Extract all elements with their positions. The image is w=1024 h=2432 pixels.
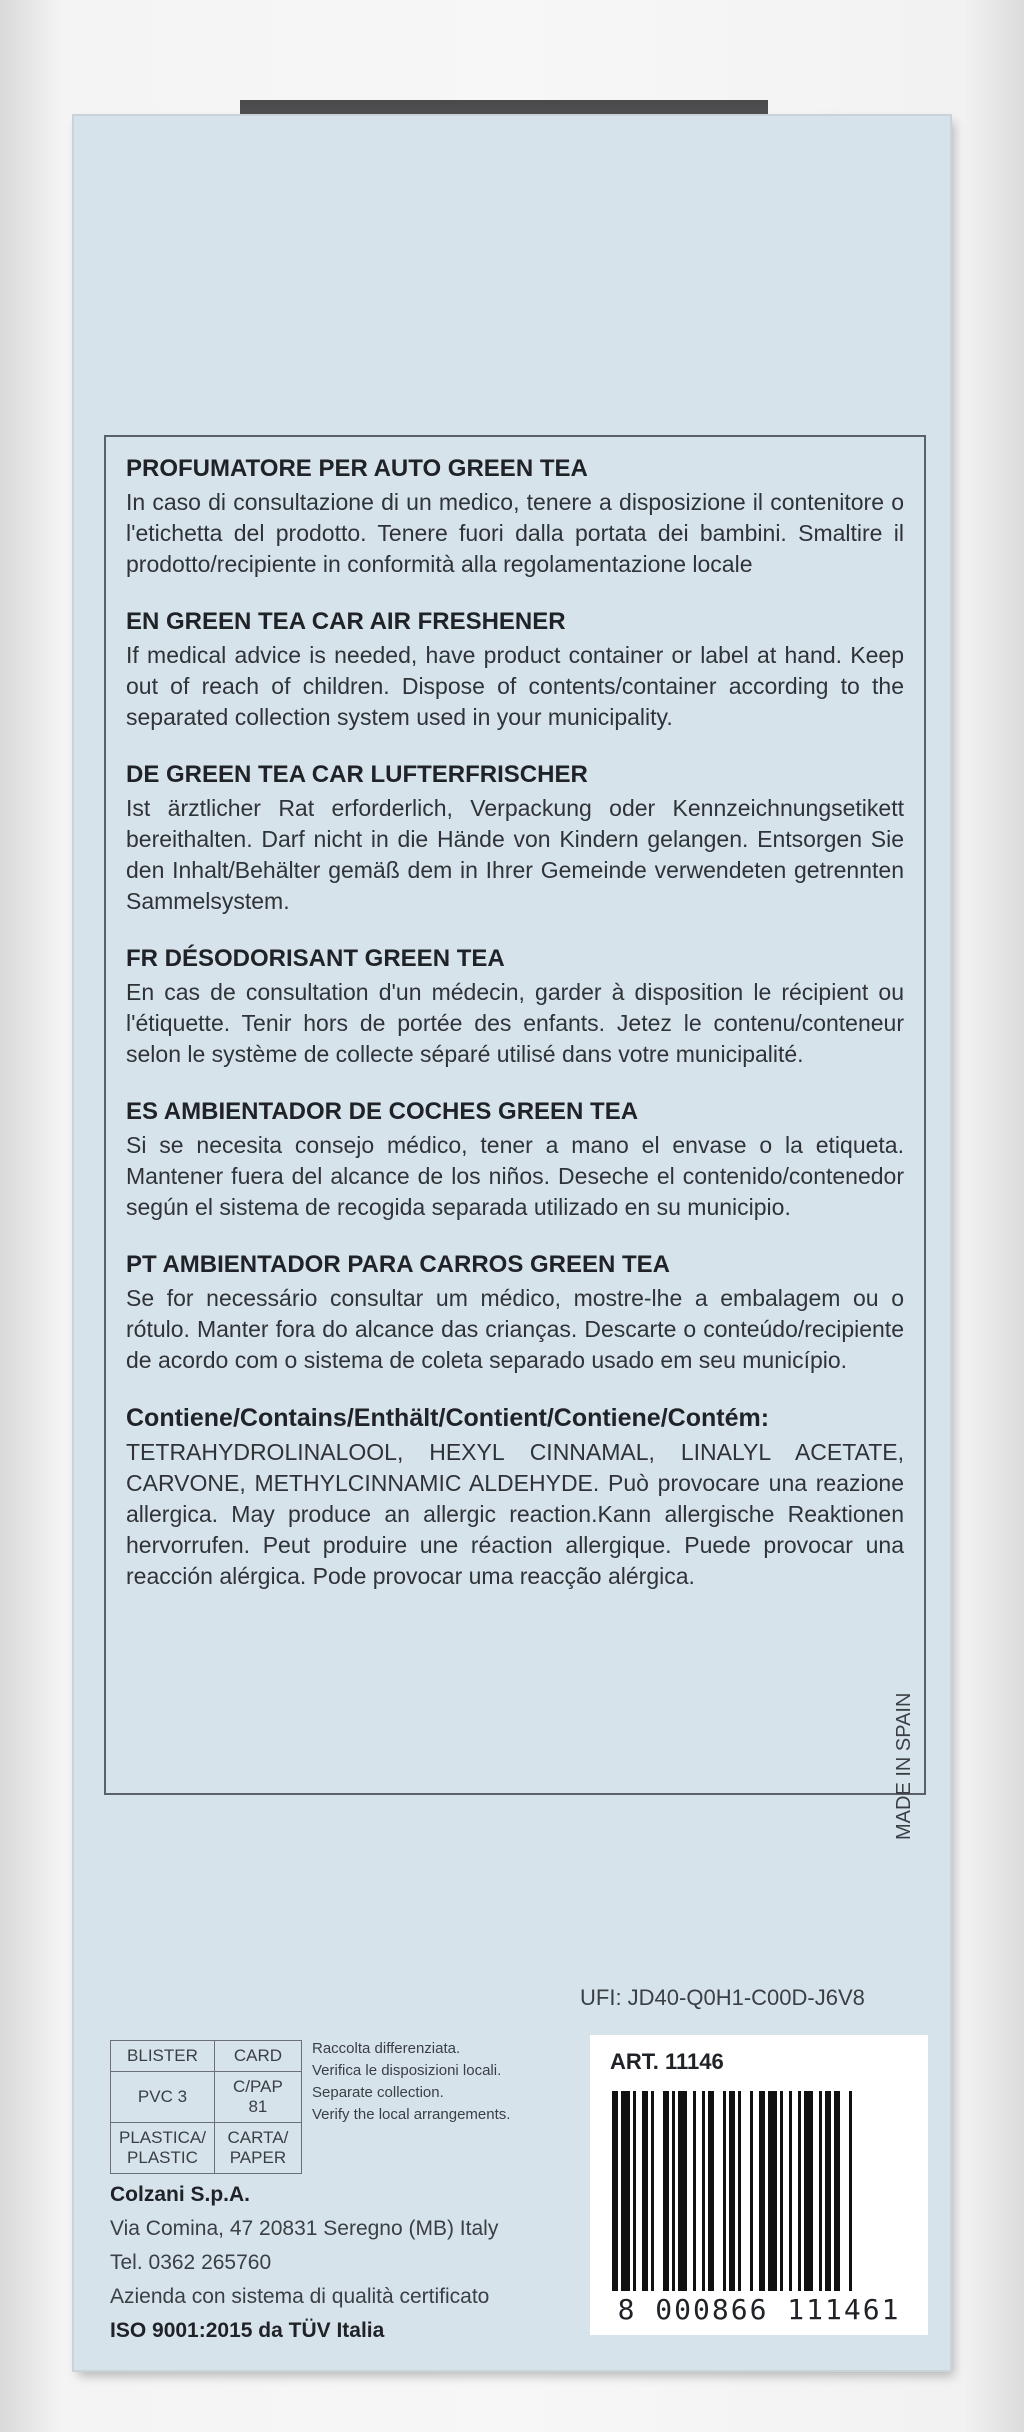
recycle-cell: CARTA/ PAPER bbox=[214, 2123, 301, 2174]
barcode-bar bbox=[708, 2091, 714, 2291]
barcode-bar bbox=[633, 2091, 636, 2291]
barcode-bar bbox=[768, 2091, 777, 2291]
recycle-cell: CARD bbox=[214, 2041, 301, 2072]
company-block bbox=[110, 2178, 498, 2348]
barcode-bar bbox=[723, 2091, 726, 2291]
section-text: Se for necessário consultar um médico, mostre-lhe a embalagem ou o rótulo. Manter fora do alcance das crianças. Descarte o conteúdo/recipiente de acordo com o sistema de coleta separado usado em seu município. bbox=[126, 1285, 904, 1373]
info-box bbox=[104, 435, 926, 1795]
company-iso: ISO 9001:2015 da TÜV Italia bbox=[110, 2319, 385, 2342]
section-title: PROFUMATORE PER AUTO GREEN TEA bbox=[126, 455, 588, 482]
barcode-bar bbox=[738, 2091, 741, 2291]
barcode-bar bbox=[663, 2091, 669, 2291]
section-contains bbox=[126, 1404, 904, 1592]
barcode-digits: 8 000866 111461 bbox=[617, 2293, 901, 2326]
recycle-cell: BLISTER bbox=[111, 2041, 215, 2072]
recycle-cell: PVC 3 bbox=[111, 2072, 215, 2123]
barcode-bar bbox=[651, 2091, 654, 2291]
barcode-bar bbox=[825, 2091, 831, 2291]
section-title: DE GREEN TEA CAR LUFTERFRISCHER bbox=[126, 761, 588, 788]
barcode-bar bbox=[672, 2091, 675, 2291]
section-title: FR DÉSODORISANT GREEN TEA bbox=[126, 945, 505, 972]
barcode-bar bbox=[849, 2091, 852, 2291]
barcode-bar bbox=[621, 2091, 630, 2291]
barcode-bar bbox=[804, 2091, 813, 2291]
section-en bbox=[126, 608, 904, 733]
barcode-bar bbox=[819, 2091, 822, 2291]
article-number: ART. 11146 bbox=[610, 2049, 724, 2074]
section-de bbox=[126, 761, 904, 917]
recycle-note-line: Raccolta differenziata. bbox=[312, 2040, 461, 2057]
barcode-bar bbox=[702, 2091, 705, 2291]
section-es bbox=[126, 1098, 904, 1223]
recycle-note-line: Verify the local arrangements. bbox=[312, 2106, 511, 2123]
recycling-note bbox=[312, 2038, 510, 2126]
section-text: If medical advice is needed, have product container or label at hand. Keep out of reach of children. Dispose of contents/container according to the separated collection system used in your municipality. bbox=[126, 642, 904, 730]
contains-text: TETRAHYDROLINALOOL, HEXYL CINNAMAL, LINALYL ACETATE, CARVONE, METHYLCINNAMIC ALDEHYDE. Può provocare una reazione allergica. May produce an allergic reaction.Kann allergische Reaktionen hervorrufen. Peut produire une réaction allergique. Puede provocar una reacción alérgica. Pode provocar uma reacção alérgica. bbox=[126, 1439, 904, 1589]
section-text: En cas de consultation d'un médecin, garder à disposition le récipient ou l'étiquette. Tenir hors de portée des enfants. Jetez le contenu/conteneur selon le système de collecte séparé utilisé dans votre municipalité. bbox=[126, 979, 904, 1067]
barcode-bar bbox=[750, 2091, 753, 2291]
barcode-bar bbox=[678, 2091, 687, 2291]
section-it bbox=[126, 455, 904, 580]
barcode-bar bbox=[798, 2091, 801, 2291]
ufi-code: UFI: JD40-Q0H1-C00D-J6V8 bbox=[580, 1985, 865, 2010]
barcode-bar bbox=[642, 2091, 648, 2291]
section-fr bbox=[126, 945, 904, 1070]
section-title: ES AMBIENTADOR DE COCHES GREEN TEA bbox=[126, 1098, 639, 1125]
company-quality: Azienda con sistema di qualità certificato bbox=[110, 2285, 490, 2308]
barcode-bar bbox=[729, 2091, 735, 2291]
barcode-bar bbox=[780, 2091, 783, 2291]
barcode-panel bbox=[590, 2035, 928, 2335]
recycling-table bbox=[110, 2040, 302, 2174]
company-name: Colzani S.p.A. bbox=[110, 2183, 251, 2206]
barcode-bar bbox=[693, 2091, 696, 2291]
contains-title: Contiene/Contains/Enthält/Contient/Contiene/Contém: bbox=[126, 1404, 770, 1432]
barcode-bar bbox=[789, 2091, 792, 2291]
recycle-cell: PLASTICA/ PLASTIC bbox=[111, 2123, 215, 2174]
section-text: Si se necesita consejo médico, tener a mano el envase o la etiqueta. Mantener fuera del alcance de los niños. Deseche el contenido/contenedor según el sistema de recogida separada utilizado en su municipio. bbox=[126, 1132, 904, 1220]
barcode-bar bbox=[759, 2091, 765, 2291]
barcode-bar bbox=[612, 2091, 618, 2291]
section-pt bbox=[126, 1251, 904, 1376]
section-text: Ist ärztlicher Rat erforderlich, Verpackung oder Kennzeichnungsetikett bereithalten. Darf nicht in die Hände von Kindern gelangen. Entsorgen Sie den Inhalt/Behälter gemäß dem in Ihrer Gemeinde verwendeten getrennten Sammelsystem. bbox=[126, 795, 904, 914]
company-phone: Tel. 0362 265760 bbox=[110, 2251, 272, 2274]
recycle-note-line: Verifica le disposizioni locali. bbox=[312, 2062, 502, 2079]
barcode-bar bbox=[834, 2091, 840, 2291]
section-text: In caso di consultazione di un medico, tenere a disposizione il contenitore o l'etichetta del prodotto. Tenere fuori dalla portata dei bambini. Smaltire il prodotto/recipiente in conformità alla regolamentazione locale bbox=[126, 489, 904, 577]
barcode bbox=[612, 2091, 906, 2291]
recycle-note-line: Separate collection. bbox=[312, 2084, 444, 2101]
company-address: Via Comina, 47 20831 Seregno (MB) Italy bbox=[110, 2217, 499, 2240]
recycle-cell: C/PAP 81 bbox=[214, 2072, 301, 2123]
section-title: PT AMBIENTADOR PARA CARROS GREEN TEA bbox=[126, 1251, 671, 1278]
made-in-label: MADE IN SPAIN bbox=[893, 1692, 915, 1840]
section-title: EN GREEN TEA CAR AIR FRESHENER bbox=[126, 608, 566, 635]
